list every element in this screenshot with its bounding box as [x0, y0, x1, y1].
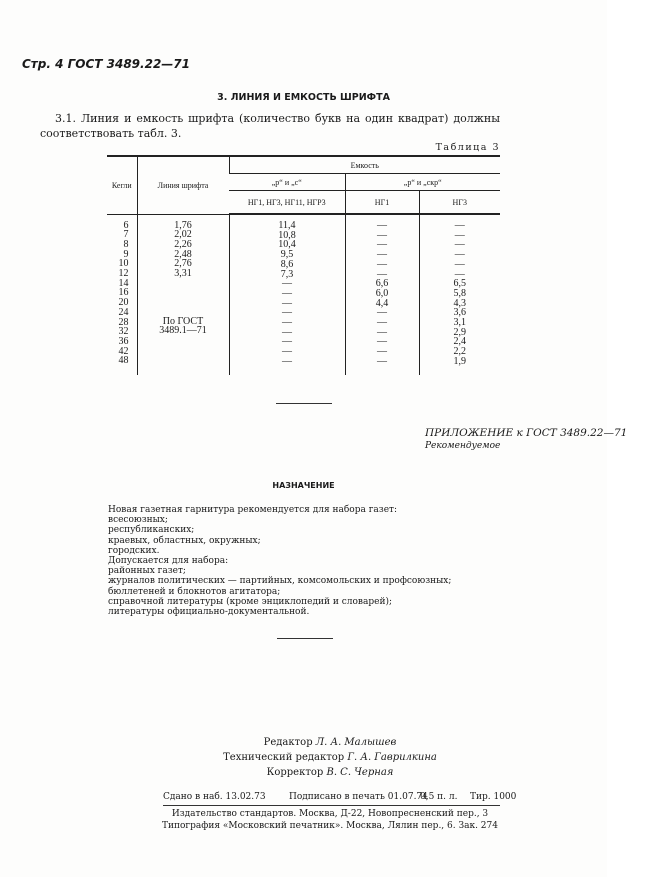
appendix-status: Рекомендуемое	[425, 441, 501, 451]
page-header: Стр. 4 ГОСТ 3489.22—71	[22, 57, 190, 71]
table-cell: 8,6	[280, 258, 294, 270]
table-cell: —	[454, 249, 465, 261]
list-item: городских.	[108, 545, 160, 556]
list-item: республиканских;	[108, 525, 195, 536]
list-item: справочной литературы (кроме энциклопедий и словарей);	[108, 596, 392, 607]
table-cell: 36	[118, 335, 129, 347]
header-capacity: Емкость	[229, 156, 500, 174]
table-cell: 1,76	[174, 219, 192, 231]
table-cell: —	[454, 258, 465, 270]
divider	[276, 403, 332, 404]
header-col4: НГ1	[345, 191, 419, 215]
line-column	[137, 214, 229, 375]
table-cell: 3,31	[174, 268, 192, 280]
table-cell: 48	[118, 355, 129, 367]
list-item: Допускается для набора:	[108, 556, 229, 567]
appendix-list	[108, 505, 451, 617]
header-col3: НГ1, НГ3, НГ11, НГР3	[229, 191, 345, 215]
table-cell: 2,9	[453, 326, 466, 338]
credit-tech-editor	[0, 752, 660, 763]
name: Г. А. Гаврилкина	[347, 752, 437, 763]
table-cell: 2,48	[174, 248, 192, 260]
table-cell: —	[454, 229, 465, 241]
table-cell: 5,8	[453, 287, 466, 299]
imprint-publisher: Издательство стандартов. Москва, Д-22, Новопресненский пер., 3	[171, 809, 489, 819]
table-cell: 32	[118, 326, 129, 338]
imprint-divider	[163, 805, 500, 806]
list-item: бюллетеней и блокнотов агитатора;	[108, 586, 281, 597]
table-cell: 10,4	[278, 239, 296, 251]
list-item: журналов политических — партийных, комсомольских и профсоюзных;	[108, 576, 452, 587]
table-cell: —	[282, 317, 292, 329]
header-group2: „р“ и „скр“	[345, 174, 500, 191]
table-cell: —	[377, 220, 387, 231]
table-cell: 10	[118, 258, 129, 270]
col4-column	[345, 214, 419, 375]
imprint-sheets: 0,5 п. л.	[420, 792, 458, 802]
table-cell: 2,4	[453, 336, 466, 348]
table-cell: 8	[123, 238, 129, 250]
table-cell: —	[377, 239, 387, 251]
table-cell: —	[282, 355, 292, 367]
table-cell: —	[377, 326, 387, 338]
table-cell: 4,4	[375, 297, 389, 309]
imprint-printer: Типография «Московский печатник». Москва, Лялин пер., 6. Зак. 274	[162, 821, 498, 831]
label: Корректор	[266, 767, 324, 778]
imprint-run: Тир. 1000	[470, 792, 517, 802]
table-cell: —	[282, 336, 292, 348]
table-cell: 6,6	[375, 278, 389, 290]
table-cell: 2,76	[174, 258, 192, 270]
capacity-table	[107, 155, 500, 375]
table-cell: —	[282, 326, 292, 338]
table-cell: 2,26	[174, 238, 192, 250]
table-cell: 2,02	[174, 229, 192, 241]
table-cell: —	[282, 278, 292, 290]
appendix-heading: НАЗНАЧЕНИЕ	[272, 481, 335, 490]
section-paragraph: 3.1. Линия и емкость шрифта (количество букв на один квадрат) должны соответствовать табл. 3.	[40, 112, 500, 140]
table-cell: 6,5	[453, 278, 466, 290]
table-cell: 7	[123, 229, 129, 241]
list-item: краевых, областных, окружных;	[108, 535, 261, 546]
header-line: Линия шрифта	[137, 156, 229, 214]
section-title: 3. ЛИНИЯ И ЕМКОСТЬ ШРИФТА	[217, 92, 390, 103]
table-cell: 4,3	[453, 297, 466, 309]
table-cell: —	[377, 317, 387, 329]
table-cell: 3,6	[453, 307, 466, 319]
col3-column	[229, 214, 345, 375]
table-cell: 28	[118, 316, 129, 328]
header-kegli: Кегли	[107, 156, 137, 214]
line-note: По ГОСТ 3489.1—71	[159, 315, 207, 337]
table-cell: —	[377, 336, 387, 348]
table-cell: —	[454, 220, 465, 231]
table-cell: —	[377, 268, 387, 280]
table-cell: 9,5	[280, 249, 294, 261]
kegli-column	[107, 214, 137, 375]
name: Л. А. Малышев	[315, 737, 397, 748]
label: Редактор	[263, 737, 313, 748]
list-item: Новая газетная гарнитура рекомендуется для набора газет:	[108, 505, 398, 515]
table-cell: 12	[118, 268, 129, 280]
label: Технический редактор	[223, 752, 345, 763]
table-cell: 7,3	[280, 268, 294, 280]
table-cell: —	[377, 307, 387, 319]
table-cell: —	[282, 287, 292, 299]
divider	[277, 638, 333, 639]
table-cell: 1,9	[453, 355, 466, 367]
table-cell: —	[454, 268, 465, 280]
credit-editor	[0, 737, 660, 748]
col5-column	[419, 214, 500, 375]
imprint-signed: Подписано в печать 01.07.74	[289, 792, 428, 802]
table-cell: 16	[118, 287, 129, 299]
imprint-sent: Сдано в наб. 13.02.73	[163, 792, 266, 802]
table-cell: —	[454, 239, 465, 251]
table-cell: —	[282, 297, 292, 309]
name: В. С. Черная	[326, 767, 394, 778]
header-col5: НГ3	[419, 191, 500, 215]
list-item: литературы официально-документальной.	[108, 607, 310, 618]
table-cell: —	[377, 258, 387, 270]
list-item: всесоюзных;	[108, 515, 168, 526]
table-cell: 6,0	[375, 287, 389, 299]
table-cell: 6	[123, 219, 129, 231]
table-cell: 24	[118, 306, 129, 318]
table-cell: —	[377, 229, 387, 241]
credit-corrector	[0, 767, 660, 778]
table-cell: —	[282, 307, 292, 319]
table-cell: 10,8	[278, 229, 296, 241]
table-cell: —	[377, 249, 387, 261]
table-cell: —	[377, 355, 387, 367]
table-cell: 20	[118, 297, 129, 309]
header-group1: „р“ и „с“	[229, 174, 345, 191]
table-cell: —	[377, 346, 387, 358]
table-cell: 3,1	[453, 317, 466, 329]
table-cell: 9	[123, 248, 129, 260]
table-body-row	[107, 214, 500, 375]
appendix-title: ПРИЛОЖЕНИЕ к ГОСТ 3489.22—71	[425, 427, 628, 439]
table-cell: 2,2	[453, 346, 466, 358]
table-cell: 42	[118, 345, 129, 357]
table-cell: 11,4	[278, 220, 296, 231]
table-cell: —	[282, 346, 292, 358]
table-cell: 14	[118, 277, 129, 289]
table-caption: Таблица 3	[435, 142, 500, 153]
list-item: районных газет;	[108, 566, 186, 577]
